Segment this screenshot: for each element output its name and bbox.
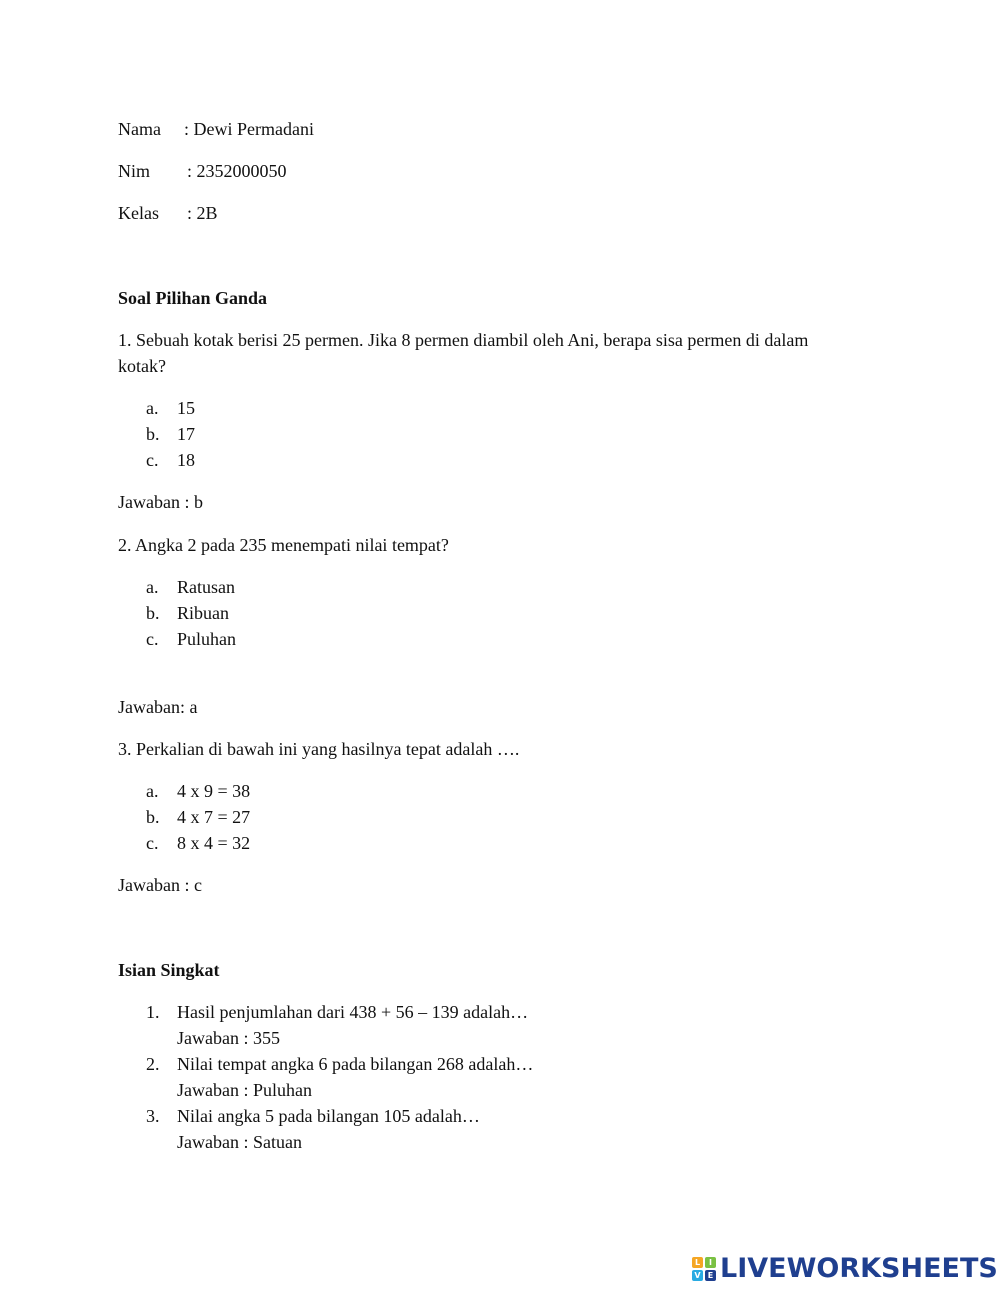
kelas-label: Kelas bbox=[118, 203, 159, 223]
option-letter: c. bbox=[146, 450, 159, 470]
logo-cell: I bbox=[705, 1257, 716, 1268]
item-question: Nilai angka 5 pada bilangan 105 adalah… bbox=[177, 1106, 480, 1126]
item-answer: Jawaban : 355 bbox=[177, 1028, 280, 1048]
question-text-continued: kotak? bbox=[118, 356, 166, 376]
option-letter: c. bbox=[146, 629, 159, 649]
kelas-value: : 2B bbox=[187, 203, 218, 223]
option-text: Puluhan bbox=[177, 629, 237, 649]
section-heading-short-answer: Isian Singkat bbox=[118, 960, 220, 980]
option-text: 18 bbox=[177, 450, 195, 470]
item-question: Nilai tempat angka 6 pada bilangan 268 adalah… bbox=[177, 1054, 534, 1074]
option-text: 17 bbox=[177, 424, 195, 444]
option-text: 8 x 4 = 32 bbox=[177, 833, 251, 853]
option-letter: a. bbox=[146, 781, 159, 801]
liveworksheets-watermark bbox=[692, 1252, 998, 1286]
option-text: 15 bbox=[177, 398, 195, 418]
option-text: Ribuan bbox=[177, 603, 229, 623]
option-text: 4 x 9 = 38 bbox=[177, 781, 251, 801]
answer-text: Jawaban : b bbox=[118, 492, 203, 512]
liveworksheets-wordmark: LIVEWORKSHEETS bbox=[720, 1253, 998, 1284]
answer-text: Jawaban: a bbox=[118, 697, 198, 717]
item-answer: Jawaban : Puluhan bbox=[177, 1080, 312, 1100]
nama-label: Nama bbox=[118, 119, 161, 139]
option-letter: b. bbox=[146, 603, 160, 623]
option-letter: b. bbox=[146, 424, 160, 444]
item-number: 2. bbox=[146, 1054, 160, 1074]
option-letter: b. bbox=[146, 807, 160, 827]
logo-cell: V bbox=[692, 1270, 703, 1281]
logo-cell: E bbox=[705, 1270, 716, 1281]
option-text: 4 x 7 = 27 bbox=[177, 807, 251, 827]
option-letter: a. bbox=[146, 398, 159, 418]
option-letter: a. bbox=[146, 577, 159, 597]
section-heading-multiple-choice: Soal Pilihan Ganda bbox=[118, 288, 268, 308]
nama-value: : Dewi Permadani bbox=[184, 119, 314, 139]
nim-label: Nim bbox=[118, 161, 151, 181]
question-text: 2. Angka 2 pada 235 menempati nilai tempat? bbox=[118, 535, 449, 555]
liveworksheets-logo-icon bbox=[692, 1257, 716, 1281]
logo-cell: L bbox=[692, 1257, 703, 1268]
option-letter: c. bbox=[146, 833, 159, 853]
item-number: 3. bbox=[146, 1106, 160, 1126]
item-question: Hasil penjumlahan dari 438 + 56 – 139 adalah… bbox=[177, 1002, 529, 1022]
nim-value: : 2352000050 bbox=[187, 161, 287, 181]
option-text: Ratusan bbox=[177, 577, 235, 597]
question-text: 1. Sebuah kotak berisi 25 permen. Jika 8 permen diambil oleh Ani, berapa sisa permen di dalam bbox=[118, 330, 809, 350]
item-number: 1. bbox=[146, 1002, 160, 1022]
answer-text: Jawaban : c bbox=[118, 875, 202, 895]
item-answer: Jawaban : Satuan bbox=[177, 1132, 302, 1152]
question-text: 3. Perkalian di bawah ini yang hasilnya tepat adalah …. bbox=[118, 739, 520, 759]
